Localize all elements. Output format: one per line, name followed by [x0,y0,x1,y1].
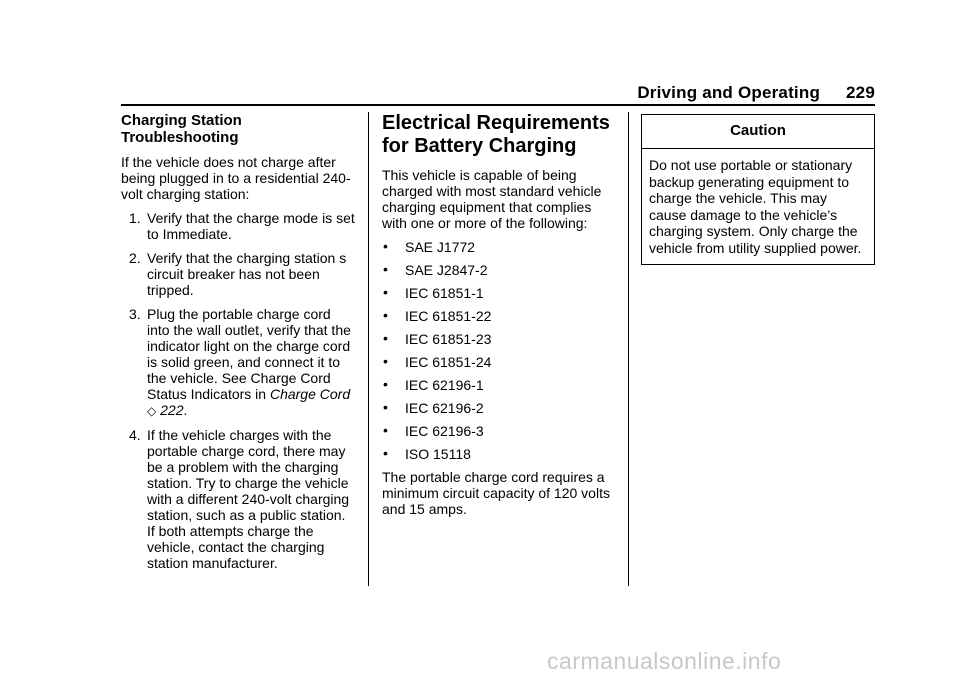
standard-label: SAE J2847-2 [405,262,488,278]
electrical-requirements-column [382,110,614,525]
standard-item [382,308,614,324]
section-title: Driving and Operating [637,83,821,102]
step-number: 1. [129,210,141,226]
step-text: Verify that the charging station s circuit breaker has not been tripped. [147,250,347,298]
step-number: 2. [129,250,141,266]
standard-label: IEC 62196-1 [405,377,484,393]
standard-item [382,331,614,347]
caution-body: Do not use portable or stationary backup generating equipment to charge the vehicle. This may cause damage to the vehicle’s charging system. Only charge the vehicle from utility supplied power. [649,157,862,256]
bullet-icon: • [383,422,388,438]
bullet-icon: • [383,445,388,461]
standard-item [382,400,614,416]
standards-list [382,239,614,462]
column-divider [628,112,629,586]
bullet-icon: • [383,376,388,392]
standard-label: IEC 61851-23 [405,331,492,347]
standard-item [382,423,614,439]
standard-label: IEC 61851-1 [405,285,484,301]
bullet-icon: • [383,307,388,323]
step-number: 3. [129,306,141,322]
page-number: 229 [846,83,875,102]
step-item [121,427,356,571]
standard-item [382,285,614,301]
step-item [121,210,356,242]
standard-item [382,354,614,370]
standard-label: ISO 15118 [405,446,471,462]
electrical-outro: The portable charge cord requires a minimum circuit capacity of 120 volts and 15 amps. [382,469,610,517]
header-rule [121,104,875,106]
caution-column [641,110,875,265]
standard-item [382,377,614,393]
bullet-icon: • [383,330,388,346]
bullet-icon: • [383,399,388,415]
bullet-icon: • [383,284,388,300]
troubleshooting-steps [121,210,356,571]
bullet-icon: • [383,261,388,277]
standard-item [382,262,614,278]
cross-reference-link[interactable]: Charge Cord [269,386,351,402]
electrical-requirements-heading: Electrical Requirements for Battery Charging [382,112,610,157]
electrical-intro: This vehicle is capable of being charged with most standard vehicle charging equipment that complies with one or more of the following: [382,167,602,231]
caution-title: Caution [642,115,874,149]
step-number: 4. [129,427,141,443]
caution-box [641,114,875,265]
standard-item [382,446,614,462]
bullet-icon: • [383,353,388,369]
standard-label: IEC 61851-22 [405,308,492,324]
step-item [121,306,356,419]
watermark: carmanualsonline.info [547,648,782,674]
step-text: Plug the portable charge cord into the wall outlet, verify that the indicator light on the charge cord is solid green, and connect it to the vehicle. See Charge Cord Status Indicators in [147,306,351,402]
step-text: If the vehicle charges with the portable charge cord, there may be a problem with the charging station. Try to charge the vehicle with a different 240-volt charging station, such as a public station. If both attempts charge the vehicle, contact the charging station manufacturer. [147,427,350,571]
page-header [637,83,875,103]
column-divider [368,112,369,586]
troubleshooting-heading: Charging Station Troubleshooting [121,112,242,146]
troubleshooting-column [121,110,356,579]
standard-label: IEC 62196-2 [405,400,484,416]
page-ref-arrow-icon: ◇ [147,404,157,418]
step-item [121,250,356,298]
troubleshooting-intro: If the vehicle does not charge after being plugged in to a residential 240-volt charging station: [121,154,351,202]
standard-item [382,239,614,255]
step-text-end: . [183,402,188,418]
step-text: Verify that the charge mode is set to Immediate. [147,210,355,242]
page-reference[interactable]: 222 [160,402,184,418]
standard-label: IEC 61851-24 [405,354,492,370]
standard-label: SAE J1772 [405,239,476,255]
bullet-icon: • [383,238,388,254]
standard-label: IEC 62196-3 [405,423,484,439]
